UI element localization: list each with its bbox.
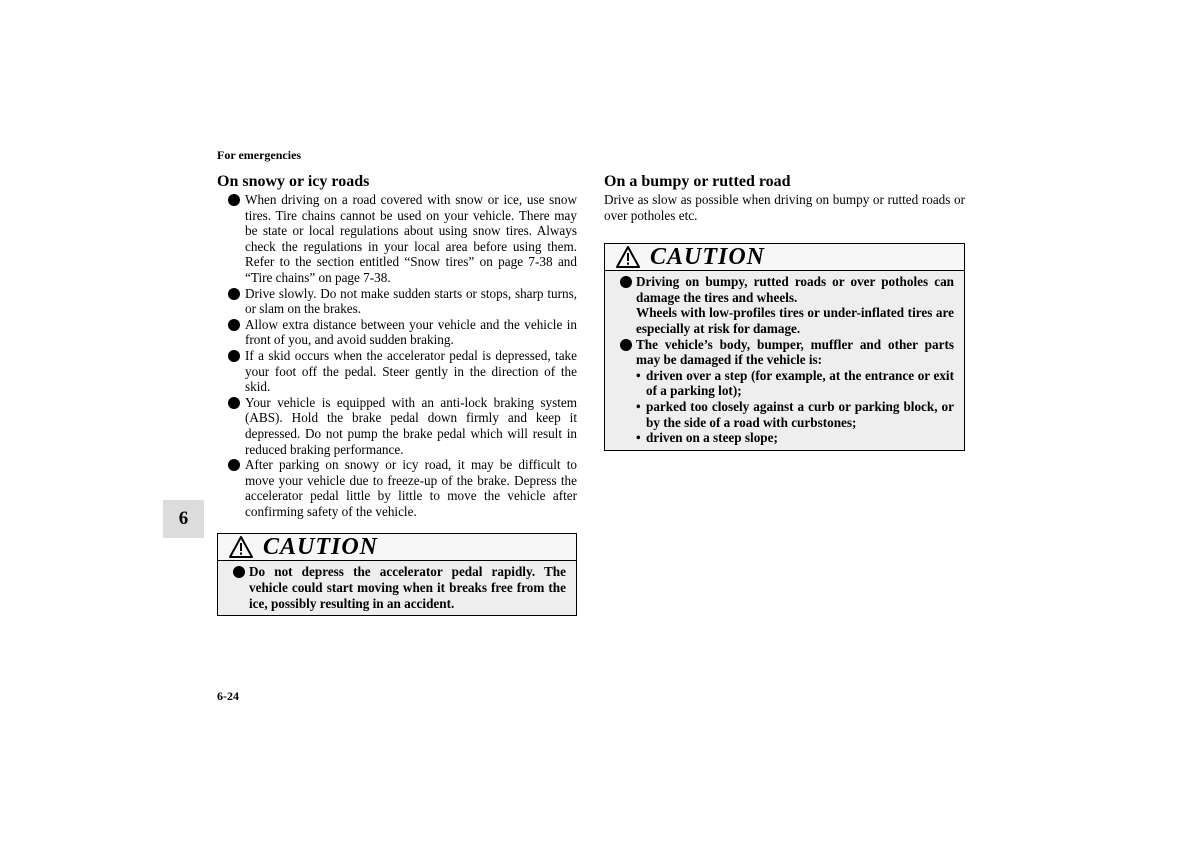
bullet-text: Allow extra distance between your vehicle and the vehicle in front of you, and avoid sudden braking. (245, 316, 577, 348)
list-item (217, 348, 577, 395)
sub-item-text: parked too closely against a curb or parking block, or by the side of a road with curbstones; (646, 398, 954, 430)
sub-item-text: driven on a steep slope; (646, 430, 778, 446)
warning-triangle-icon (616, 246, 640, 268)
section-heading: On a bumpy or rutted road (604, 173, 791, 190)
caution-text: Driving on bumpy, rutted roads or over potholes can damage the tires and wheels. (636, 274, 954, 305)
bullet-icon (233, 566, 245, 578)
warning-triangle-icon (229, 536, 253, 558)
bullet-icon (228, 459, 240, 471)
caution-header (605, 244, 964, 271)
caution-text: The vehicle’s body, bumper, muffler and other parts may be damaged if the vehicle is: (636, 336, 954, 368)
list-item (217, 192, 577, 286)
bullet-icon (620, 339, 632, 351)
sub-list-item (636, 430, 954, 446)
bullet-icon (228, 194, 240, 206)
section-header: For emergencies (217, 148, 302, 162)
right-column (604, 172, 965, 451)
bullet-icon (228, 319, 240, 331)
bullet-icon (228, 288, 240, 300)
chapter-number: 6 (178, 508, 189, 529)
page-number: 6-24 (217, 689, 239, 703)
bullet-icon (620, 276, 632, 288)
sub-bullet-glyph: • (636, 430, 641, 446)
caution-body (605, 271, 964, 450)
caution-title: CAUTION (650, 243, 766, 270)
intro-paragraph: Drive as slow as possible when driving on bumpy or rutted roads or over potholes etc. (604, 192, 965, 223)
sub-item-text: driven over a step (for example, at the entrance or exit of a parking lot); (646, 367, 954, 399)
sub-bullet-glyph: • (636, 367, 641, 383)
bullet-text: Drive slowly. Do not make sudden starts or stops, sharp turns, or slam on the brakes. (245, 285, 577, 317)
bullet-text: If a skid occurs when the accelerator pedal is depressed, take your foot off the pedal. Steer gently in the direction of the skid. (245, 347, 577, 395)
bullet-list (217, 192, 577, 519)
list-item (217, 395, 577, 457)
caution-item (218, 564, 566, 611)
sub-bullet-glyph: • (636, 398, 641, 414)
sub-list-item (636, 368, 954, 399)
caution-box (217, 533, 577, 616)
caution-title: CAUTION (263, 533, 379, 560)
chapter-tab (163, 500, 204, 538)
list-item (217, 317, 577, 348)
caution-text: Do not depress the accelerator pedal rapidly. The vehicle could start moving when it breaks free from the ice, possibly resulting in an accident. (249, 564, 566, 611)
bullet-text: When driving on a road covered with snow or ice, use snow tires. Tire chains cannot be used on your vehicle. There may be state or local regulations about using snow tires. Always check the regulations in your local area before using them. Refer to the section entitled “Snow tires” on page 7-38 and “Tire chains” on page 7-38. (245, 192, 577, 285)
list-item (217, 286, 577, 317)
caution-header (218, 534, 576, 561)
bullet-text: After parking on snowy or icy road, it may be difficult to move your vehicle due to freeze-up of the brake. Depress the accelerator pedal little by little to move the vehicle after confirming safety of the vehicle. (245, 457, 577, 519)
caution-body (218, 561, 576, 615)
caution-box (604, 243, 965, 451)
caution-item (605, 337, 954, 446)
list-item (217, 457, 577, 519)
bullet-icon (228, 397, 240, 409)
caution-text: Wheels with low-profiles tires or under-inflated tires are especially at risk for damage. (636, 305, 954, 336)
section-heading: On snowy or icy roads (217, 173, 370, 190)
bullet-text: Your vehicle is equipped with an anti-lock braking system (ABS). Hold the brake pedal down firmly and keep it depressed. Do not pump the brake pedal which will result in reduced braking performance. (245, 394, 577, 457)
sub-list-item (636, 399, 954, 430)
left-column (217, 172, 577, 616)
bullet-icon (228, 350, 240, 362)
caution-item (605, 274, 954, 336)
